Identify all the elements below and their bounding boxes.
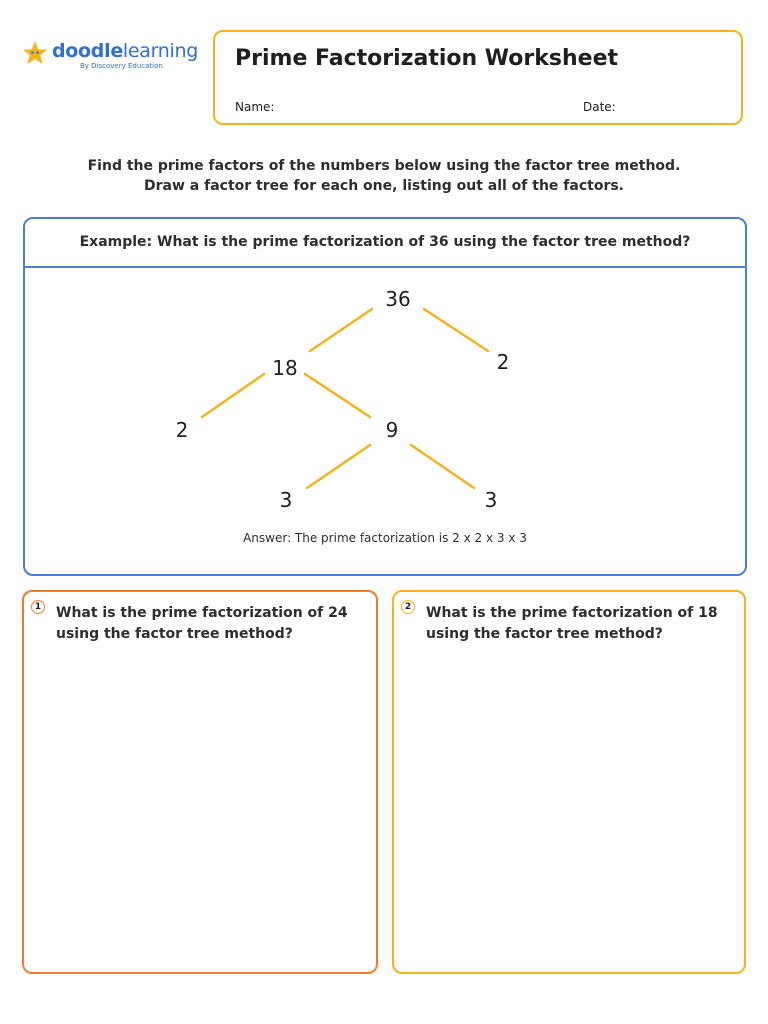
page-title: Prime Factorization Worksheet xyxy=(235,46,619,71)
tree-branch-9-3-left xyxy=(307,445,370,488)
example-answer: Answer: The prime factorization is 2 x 2 x 3 x 3 xyxy=(243,531,527,545)
tree-node-level2-right: 9 xyxy=(385,418,399,442)
tree-node-level3-right: 3 xyxy=(484,488,498,512)
instructions-line-2: Draw a factor tree for each one, listing out all of the factors. xyxy=(144,178,624,194)
question-2-text: What is the prime factorization of 18 using the factor tree method? xyxy=(426,605,718,642)
tree-node-level2-left: 2 xyxy=(175,418,189,442)
instructions xyxy=(0,156,768,196)
tree-node-level1-left: 18 xyxy=(272,356,298,380)
star-icon xyxy=(22,40,48,66)
question-1-box[interactable] xyxy=(22,590,378,974)
tree-node-root: 36 xyxy=(385,287,411,311)
instructions-line-1: Find the prime factors of the numbers below using the factor tree method. xyxy=(87,158,681,174)
name-label: Name: xyxy=(235,100,275,114)
question-2-box[interactable] xyxy=(392,590,746,974)
tree-branch-36-18 xyxy=(310,309,372,351)
tree-branch-9-3-right xyxy=(411,445,474,488)
tree-branch-18-2 xyxy=(202,374,264,417)
question-1-number-badge: 1 xyxy=(31,600,45,614)
tree-branch-18-9 xyxy=(305,374,370,417)
logo-wordmark xyxy=(52,40,198,62)
tree-branch-36-2 xyxy=(424,309,488,351)
doodlelearning-logo xyxy=(22,40,202,76)
example-question: Example: What is the prime factorization of 36 using the factor tree method? xyxy=(25,219,745,268)
logo-wordmark-light: learning xyxy=(122,40,199,62)
factor-tree-diagram xyxy=(25,219,749,578)
tree-node-level3-left: 3 xyxy=(279,488,293,512)
logo-tagline: By Discovery Education xyxy=(80,62,163,70)
example-box xyxy=(23,217,747,576)
date-label: Date: xyxy=(583,100,616,114)
logo-wordmark-bold: doodle xyxy=(52,40,123,62)
tree-node-level1-right: 2 xyxy=(496,350,510,374)
question-2-number-badge: 2 xyxy=(401,600,415,614)
question-1-text: What is the prime factorization of 24 using the factor tree method? xyxy=(56,605,348,642)
title-box xyxy=(213,30,743,125)
